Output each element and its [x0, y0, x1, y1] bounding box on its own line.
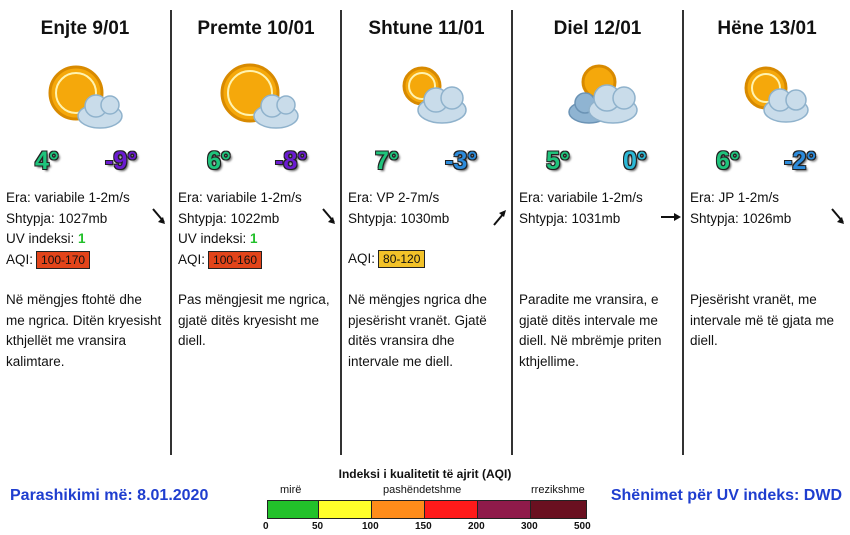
wind-arrow-icon: [321, 207, 337, 227]
temp-max: 4°: [35, 147, 59, 175]
aqi-scale-title: Indeksi i kualitetit të ajrit (AQI): [338, 467, 512, 481]
aqi-tick: 200: [468, 521, 485, 532]
temp-min: -8°: [275, 147, 308, 175]
wind: Era: variabile 1-2m/s: [519, 190, 643, 205]
aqi-segment: [372, 501, 425, 518]
aqi-row: [348, 249, 449, 270]
pressure: Shtypja: 1030mb: [348, 210, 450, 226]
aqi-segment: [531, 501, 586, 518]
pressure: Shtypja: 1022mb: [178, 210, 280, 226]
day-title: Diel 12/01: [553, 18, 642, 39]
aqi-segment: [268, 501, 319, 518]
aqi-tick: 500: [574, 521, 591, 532]
temp-min: -9°: [105, 147, 138, 175]
temp-min: 0°: [623, 147, 647, 175]
sun-cloud-icon: [722, 58, 822, 138]
forecast-date: Parashikimi më: 8.01.2020: [10, 487, 209, 504]
aqi-badge: 100-160: [208, 251, 262, 269]
pressure: Shtypja: 1026mb: [690, 210, 792, 226]
aqi-label-good: mirë: [280, 484, 302, 496]
wind: Era: variabile 1-2m/s: [6, 190, 130, 205]
temp-max: 6°: [207, 147, 231, 175]
aqi-label: AQI:: [178, 251, 206, 267]
aqi-tick: 150: [415, 521, 432, 532]
aqi-label: AQI:: [348, 251, 376, 266]
day-info: [178, 188, 302, 270]
day-description: Pjesërisht vranët, me intervale më të gjata me diell.: [690, 292, 835, 348]
day-title: Premte 10/01: [197, 18, 315, 39]
uv-row: [6, 229, 130, 250]
aqi-tick: 0: [263, 521, 269, 532]
aqi-tick: 300: [521, 521, 538, 532]
aqi-segment: [319, 501, 372, 518]
temp-max: 7°: [375, 147, 399, 175]
day-info: [6, 188, 130, 270]
wind: Era: VP 2-7m/s: [348, 190, 440, 205]
aqi-row: [178, 250, 302, 271]
day-description: Në mëngjes ngrica dhe pjesërisht vranët. Gjatë ditës vransira dhe intervale me diell.: [348, 292, 487, 369]
temp-max: 6°: [716, 147, 740, 175]
aqi-segment: [425, 501, 478, 518]
temp-max: 5°: [546, 147, 570, 175]
aqi-badge: 100-170: [36, 251, 90, 269]
aqi-row: [6, 250, 130, 271]
temp-min: -3°: [445, 147, 478, 175]
day-info: [519, 188, 643, 229]
aqi-tick: 100: [362, 521, 379, 532]
cloudy-sun-icon: [551, 58, 651, 138]
day-description: Paradite me vransira, e gjatë ditës intervale me diell. Në mbrëmje priten kthjellime.: [519, 292, 662, 369]
day-description: Në mëngjes ftohtë dhe me ngrica. Ditën kryesisht kthjellët me vransira kalimtare.: [6, 292, 162, 369]
day-column-1: [0, 0, 170, 455]
day-title: Hëne 13/01: [717, 18, 817, 39]
uv-label: UV indeksi:: [178, 231, 247, 246]
wind: Era: JP 1-2m/s: [690, 190, 780, 205]
wind-arrow-icon: [830, 207, 846, 227]
uv-value: 1: [78, 231, 86, 246]
aqi-color-scale: [267, 500, 587, 519]
aqi-label-hazardous: rrezikshme: [531, 484, 585, 496]
day-title: Enjte 9/01: [40, 18, 130, 39]
day-description: Pas mëngjesit me ngrica, gjatë ditës kryesisht me diell.: [178, 292, 330, 348]
aqi-label-unhealthy: pashëndetshme: [383, 484, 462, 496]
sun-cloud-icon: [210, 58, 310, 138]
pressure: Shtypja: 1027mb: [6, 210, 108, 226]
day-title: Shtune 11/01: [368, 18, 485, 39]
aqi-tick: 50: [312, 521, 324, 532]
day-column-4: [513, 0, 682, 455]
uv-value: 1: [250, 231, 258, 246]
wind: Era: variabile 1-2m/s: [178, 190, 302, 205]
uv-source-note: Shënimet për UV indeks: DWD: [610, 487, 842, 504]
day-column-5: [684, 0, 850, 455]
uv-row: [178, 229, 302, 250]
day-info: [690, 188, 791, 229]
day-column-3: [342, 0, 511, 455]
wind-arrow-icon: [492, 207, 508, 227]
temp-min: -2°: [784, 147, 817, 175]
aqi-label: AQI:: [6, 251, 34, 267]
pressure: Shtypja: 1031mb: [519, 210, 621, 226]
day-column-2: [172, 0, 340, 455]
wind-arrow-icon: [151, 207, 167, 227]
aqi-badge: 80-120: [378, 250, 425, 268]
sun-cloud-icon: [380, 58, 480, 138]
sun-cloud-icon: [38, 58, 138, 138]
uv-label: UV indeksi:: [6, 231, 75, 246]
aqi-segment: [478, 501, 531, 518]
day-info: [348, 188, 449, 270]
wind-arrow-icon: [660, 207, 682, 227]
